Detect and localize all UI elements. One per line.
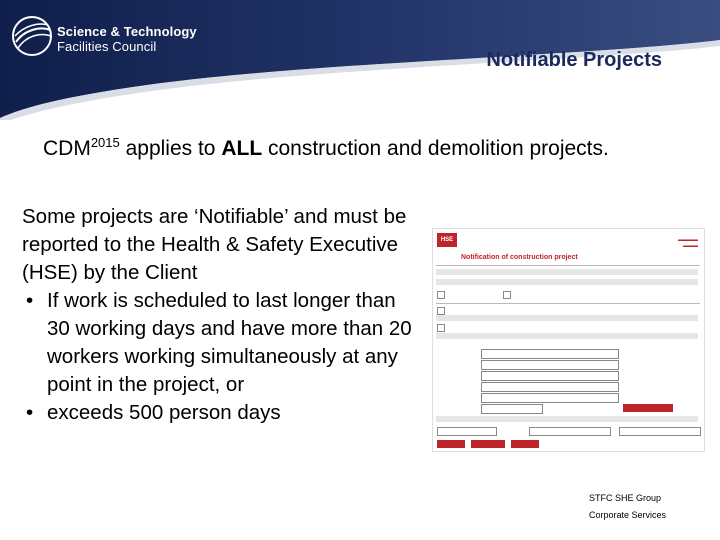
form-field <box>481 393 619 403</box>
form-rule <box>436 265 700 266</box>
body-text <box>22 203 422 427</box>
form-field <box>481 360 619 370</box>
form-row <box>436 333 698 339</box>
intro-paragraph: Some projects are ‘Notifiable’ and must be reported to the Health & Safety Executive (HSE) by the Client <box>22 205 407 284</box>
bullet-text: exceeds 500 person days <box>47 401 281 424</box>
cdm-pre-bold: applies to <box>119 137 222 160</box>
form-checkbox <box>437 291 445 299</box>
header-banner <box>0 0 720 120</box>
form-button <box>437 440 465 448</box>
org-name-line2: Facilities Council <box>57 39 157 54</box>
bullet-text: If work is scheduled to last longer than 30 working days and have more than 20 workers working simultaneously at any point in the project, or <box>47 289 412 396</box>
cdm-bold-all: ALL <box>221 137 263 160</box>
cdm-statement <box>43 135 609 161</box>
form-title: Notification of construction project <box>461 254 578 261</box>
slide-title: Notifiable Projects <box>486 49 662 71</box>
form-button <box>511 440 539 448</box>
form-checkbox <box>503 291 511 299</box>
form-checkbox <box>437 324 445 332</box>
footer-line2: Corporate Services <box>589 510 667 520</box>
form-button <box>471 440 505 448</box>
form-row <box>436 416 698 422</box>
form-field <box>481 371 619 381</box>
bullet-item <box>22 287 422 399</box>
hse-logo: HSE <box>437 233 457 247</box>
form-field <box>437 427 497 436</box>
org-name-line1: Science & Technology <box>57 24 197 39</box>
form-row <box>436 269 698 275</box>
footer <box>589 490 666 524</box>
form-field <box>481 382 619 392</box>
org-name <box>57 24 197 54</box>
form-checkbox <box>437 307 445 315</box>
form-row <box>436 315 698 321</box>
cdm-year: 2015 <box>90 135 120 150</box>
notification-form-image <box>432 228 705 452</box>
form-header-note: ▬▬▬▬ ▬▬▬ <box>678 237 698 249</box>
form-field <box>529 427 611 436</box>
stfc-logo-icon <box>10 14 54 58</box>
footer-line1: STFC SHE Group <box>589 493 662 503</box>
form-button <box>623 404 673 412</box>
cdm-rest: construction and demolition projects. <box>262 137 609 160</box>
form-field <box>619 427 701 436</box>
bullet-icon: • <box>26 401 34 424</box>
form-row <box>436 279 698 285</box>
cdm-prefix: CDM <box>43 137 91 160</box>
bullet-icon: • <box>26 289 34 312</box>
form-field <box>481 349 619 359</box>
bullet-item <box>22 399 422 427</box>
form-field <box>481 404 543 414</box>
form-rule <box>436 303 700 304</box>
